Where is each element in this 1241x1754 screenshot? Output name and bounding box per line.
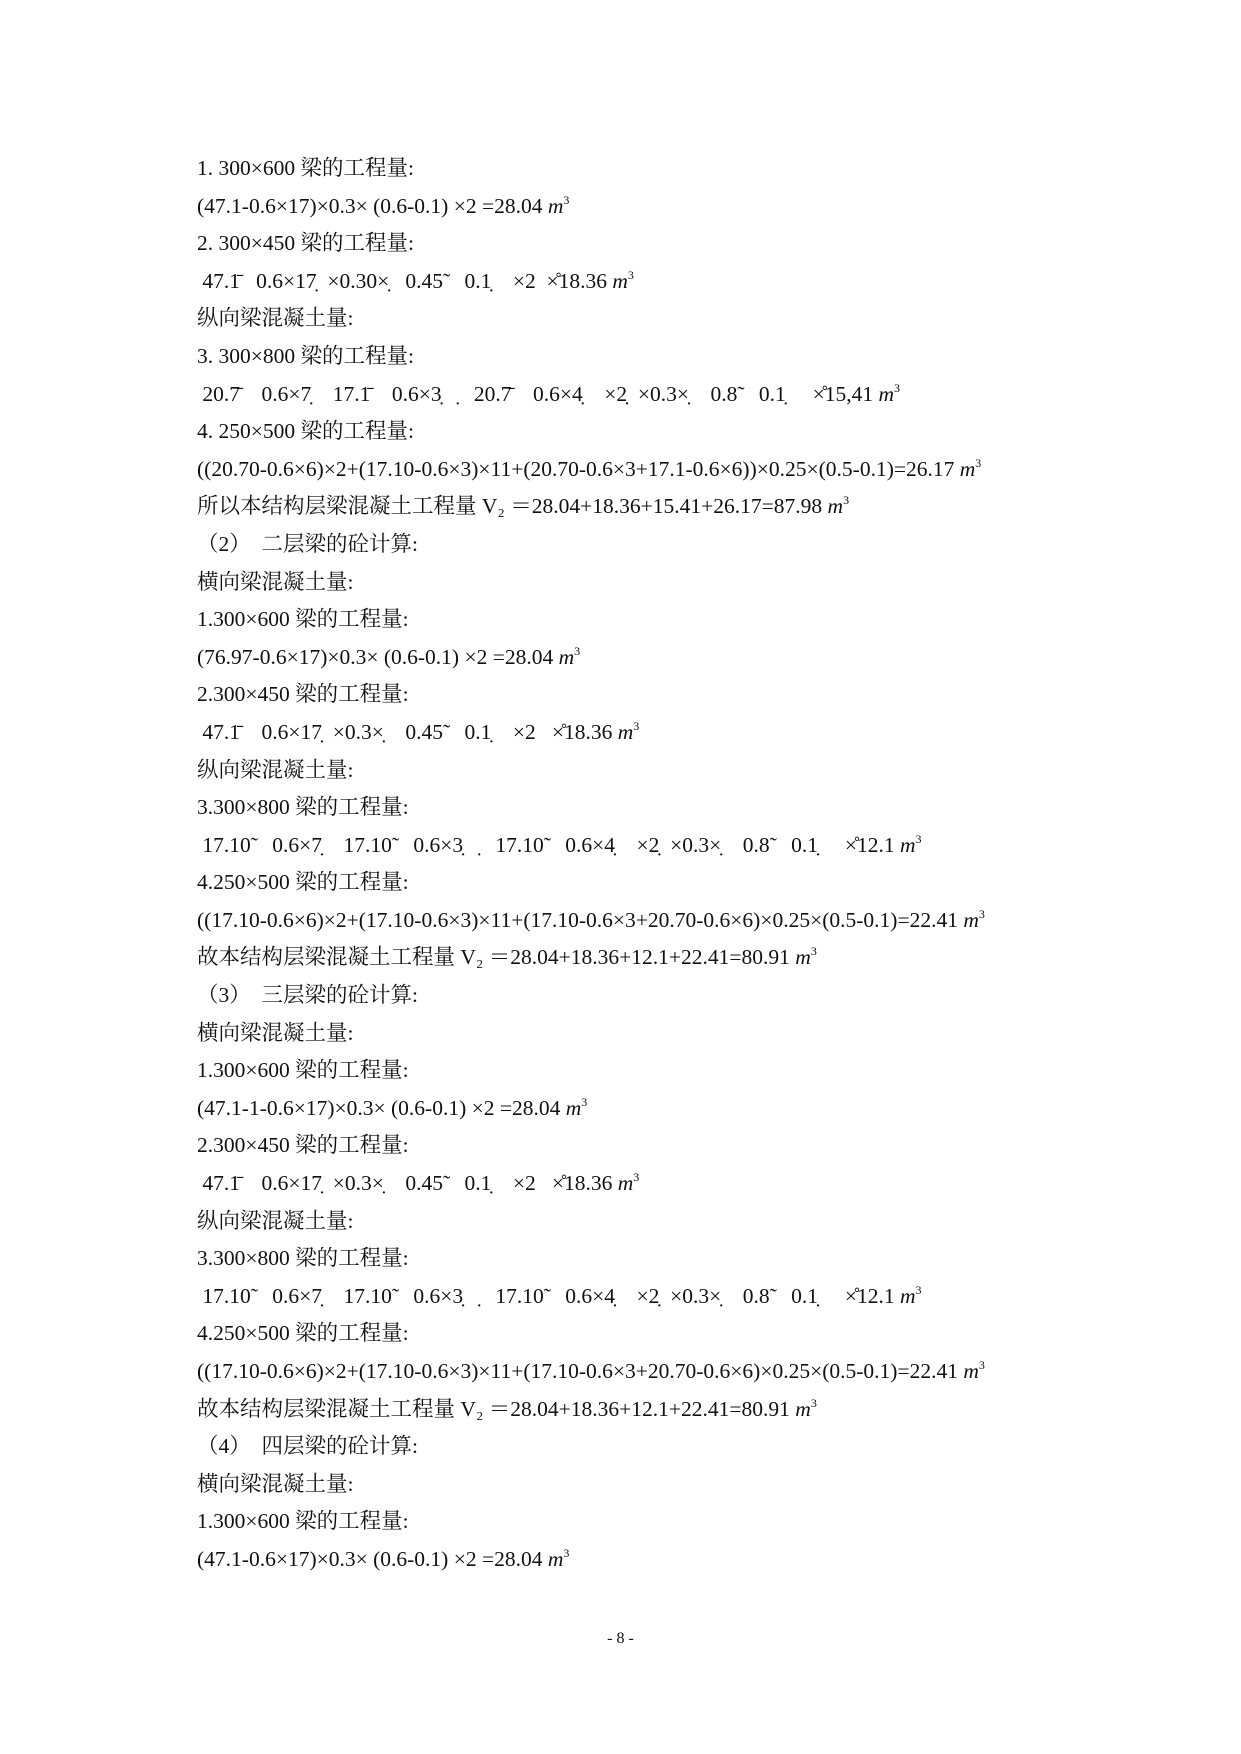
text-line [197,1503,1197,1541]
unit-exponent: 3 [574,643,581,658]
cubic-meter-unit [958,908,985,932]
unit-exponent: 3 [843,493,850,508]
text-line [197,1240,1197,1278]
text-line [197,601,1197,639]
text-line [197,451,1197,489]
line-text: 47.1̄ 0.6×17̣ ×0.30×̣ 0.45̃ 0.1̣ ×2 ×̊18.36 [197,268,608,293]
text-line [197,1090,1197,1128]
text-line [197,1353,1197,1391]
line-text: (76.97-0.6×17)×0.3× (0.6-0.1) ×2 =28.04 [197,644,554,669]
unit-exponent: 3 [810,944,817,959]
unit-symbol: m [612,268,628,293]
unit-exponent: 3 [810,1395,817,1410]
cubic-meter-unit [790,1397,817,1421]
unit-symbol: m [565,1095,582,1120]
text-line [197,789,1197,827]
line-text: 47.1̄ 0.6×17̣ ×0.3×̣ 0.45̃ 0.1̣ ×2 ×̊18.36 [197,719,613,744]
unit-exponent: 3 [978,906,985,921]
unit-symbol: m [900,832,916,857]
cubic-meter-unit [542,194,569,218]
unit-symbol: m [547,1546,564,1571]
text-line [197,488,1197,526]
line-text: （3） 三层梁的砼计算: [197,983,418,1008]
cubic-meter-unit [958,1359,985,1383]
text-line [197,639,1197,677]
line-text: 2.300×450 梁的工程量: [197,682,409,707]
line-text: 47.1̄ 0.6×17̣ ×0.3×̣ 0.45̃ 0.1̣ ×2 ×̊18.36 [197,1171,613,1196]
cubic-meter-unit [790,945,817,969]
line-text: （4） 四层梁的砼计算: [197,1434,418,1459]
line-text: (47.1-0.6×17)×0.3× (0.6-0.1) ×2 =28.04 [197,193,543,218]
cubic-meter-unit [612,1171,639,1195]
text-line [197,1015,1197,1053]
text-line [197,939,1197,977]
line-text: 1.300×600 梁的工程量: [197,607,409,632]
text-line [197,1278,1197,1316]
text-line [197,827,1197,865]
line-text: （2） 二层梁的砼计算: [197,531,418,556]
unit-symbol: m [795,1396,811,1421]
cubic-meter-unit [873,382,900,406]
text-line [197,1127,1197,1165]
line-text: 故本结构层梁混凝土工程量 V₂ ＝28.04+18.36+12.1+22.41=80.91 [197,1396,790,1421]
text-line [197,1052,1197,1090]
text-line [197,376,1197,414]
line-text: 4.250×500 梁的工程量: [197,870,409,895]
unit-exponent: 3 [581,1094,588,1109]
unit-exponent: 3 [633,718,640,733]
unit-exponent: 3 [563,1545,570,1560]
text-line [197,225,1197,263]
cubic-meter-unit [542,1547,569,1571]
line-text: 横向梁混凝土量: [197,569,354,594]
text-line [197,338,1197,376]
unit-symbol: m [795,945,811,970]
line-text: 故本结构层梁混凝土工程量 V₂ ＝28.04+18.36+12.1+22.41=80.91 [197,945,790,970]
line-text: ((20.70-0.6×6)×2+(17.10-0.6×3)×11+(20.70-0.6×3+17.1-0.6×6))×0.25×(0.5-0.1)=26.17 [197,456,955,481]
text-line [197,263,1197,301]
line-text: 17.10̃ 0.6×7̣ 17.10̃ 0.6×3̣ ̣ 17.10̃ 0.6×4̣ ×2̣ ×0.3×̣ 0.8̃ 0.1̣ ×̊12.1 [197,832,895,857]
cubic-meter-unit [895,833,922,857]
line-text: 所以本结构层梁混凝土工程量 V₂ ＝28.04+18.36+15.41+26.17=87.98 [197,494,823,519]
text-line [197,1466,1197,1504]
line-text: 17.10̃ 0.6×7̣ 17.10̃ 0.6×3̣ ̣ 17.10̃ 0.6×4̣ ×2̣ ×0.3×̣ 0.8̃ 0.1̣ ×̊12.1 [197,1283,895,1308]
text-line [197,413,1197,451]
text-line [197,977,1197,1015]
cubic-meter-unit [822,494,849,518]
unit-exponent: 3 [975,455,982,470]
cubic-meter-unit [560,1096,587,1120]
line-text: 3. 300×800 梁的工程量: [197,343,414,368]
unit-exponent: 3 [915,1282,922,1297]
line-text: 纵向梁混凝土量: [197,757,354,782]
unit-symbol: m [827,494,844,519]
cubic-meter-unit [612,720,639,744]
line-text: ((17.10-0.6×6)×2+(17.10-0.6×3)×11+(17.10-0.6×3+20.70-0.6×6)×0.25×(0.5-0.1)=22.41 [197,907,958,932]
text-line [197,564,1197,602]
text-line [197,1315,1197,1353]
line-text: 2.300×450 梁的工程量: [197,1133,409,1158]
line-text: 1.300×600 梁的工程量: [197,1509,409,1534]
text-line [197,300,1197,338]
text-line [197,676,1197,714]
line-text: 纵向梁混凝土量: [197,1208,354,1233]
line-text: 4.250×500 梁的工程量: [197,1321,409,1346]
line-text: 1. 300×600 梁的工程量: [197,156,414,180]
line-text: (47.1-0.6×17)×0.3× (0.6-0.1) ×2 =28.04 [197,1546,543,1571]
line-text: 3.300×800 梁的工程量: [197,1246,409,1271]
text-line [197,1541,1197,1579]
line-text: 横向梁混凝土量: [197,1020,354,1045]
unit-symbol: m [959,456,976,481]
line-text: 4. 250×500 梁的工程量: [197,419,414,444]
unit-symbol: m [963,1359,979,1383]
unit-symbol: m [617,1171,634,1196]
page-number: - 8 - [607,1630,634,1647]
text-line [197,1391,1197,1429]
text-line [197,150,1197,188]
unit-exponent: 3 [563,192,570,207]
unit-exponent: 3 [894,380,901,395]
cubic-meter-unit [553,645,580,669]
cubic-meter-unit [954,457,981,481]
text-line [197,1428,1197,1466]
line-text: 3.300×800 梁的工程量: [197,795,409,820]
text-line [197,188,1197,226]
text-line [197,526,1197,564]
unit-exponent: 3 [633,1170,640,1185]
unit-symbol: m [900,1283,916,1308]
text-line [197,864,1197,902]
unit-exponent: 3 [627,267,634,282]
unit-exponent: 3 [978,1358,985,1372]
text-line [197,1165,1197,1203]
cubic-meter-unit [895,1284,922,1308]
text-line [197,1203,1197,1241]
document-page [197,150,1197,1579]
unit-symbol: m [878,381,895,406]
cubic-meter-unit [607,269,634,293]
line-text: 纵向梁混凝土量: [197,306,354,331]
line-text: 1.300×600 梁的工程量: [197,1058,409,1083]
text-line [197,752,1197,790]
line-text: 2. 300×450 梁的工程量: [197,231,414,256]
unit-exponent: 3 [915,831,922,846]
line-text: ((17.10-0.6×6)×2+(17.10-0.6×3)×11+(17.10-0.6×3+20.70-0.6×6)×0.25×(0.5-0.1)=22.41 [197,1359,958,1383]
line-text: (47.1-1-0.6×17)×0.3× (0.6-0.1) ×2 =28.04 [197,1095,561,1120]
text-line [197,714,1197,752]
line-text: 横向梁混凝土量: [197,1471,354,1496]
unit-symbol: m [547,193,564,218]
text-line [197,902,1197,940]
line-text: 20.7̄ 0.6×7̣ 17.1̄ 0.6×3̣ ̣ 20.7̄ 0.6×4̣ ×2̣ ×0.3×̣ 0.8̃ 0.1̣ ×̊15,41 [197,381,874,406]
unit-symbol: m [617,719,634,744]
unit-symbol: m [558,644,575,669]
unit-symbol: m [963,907,979,932]
